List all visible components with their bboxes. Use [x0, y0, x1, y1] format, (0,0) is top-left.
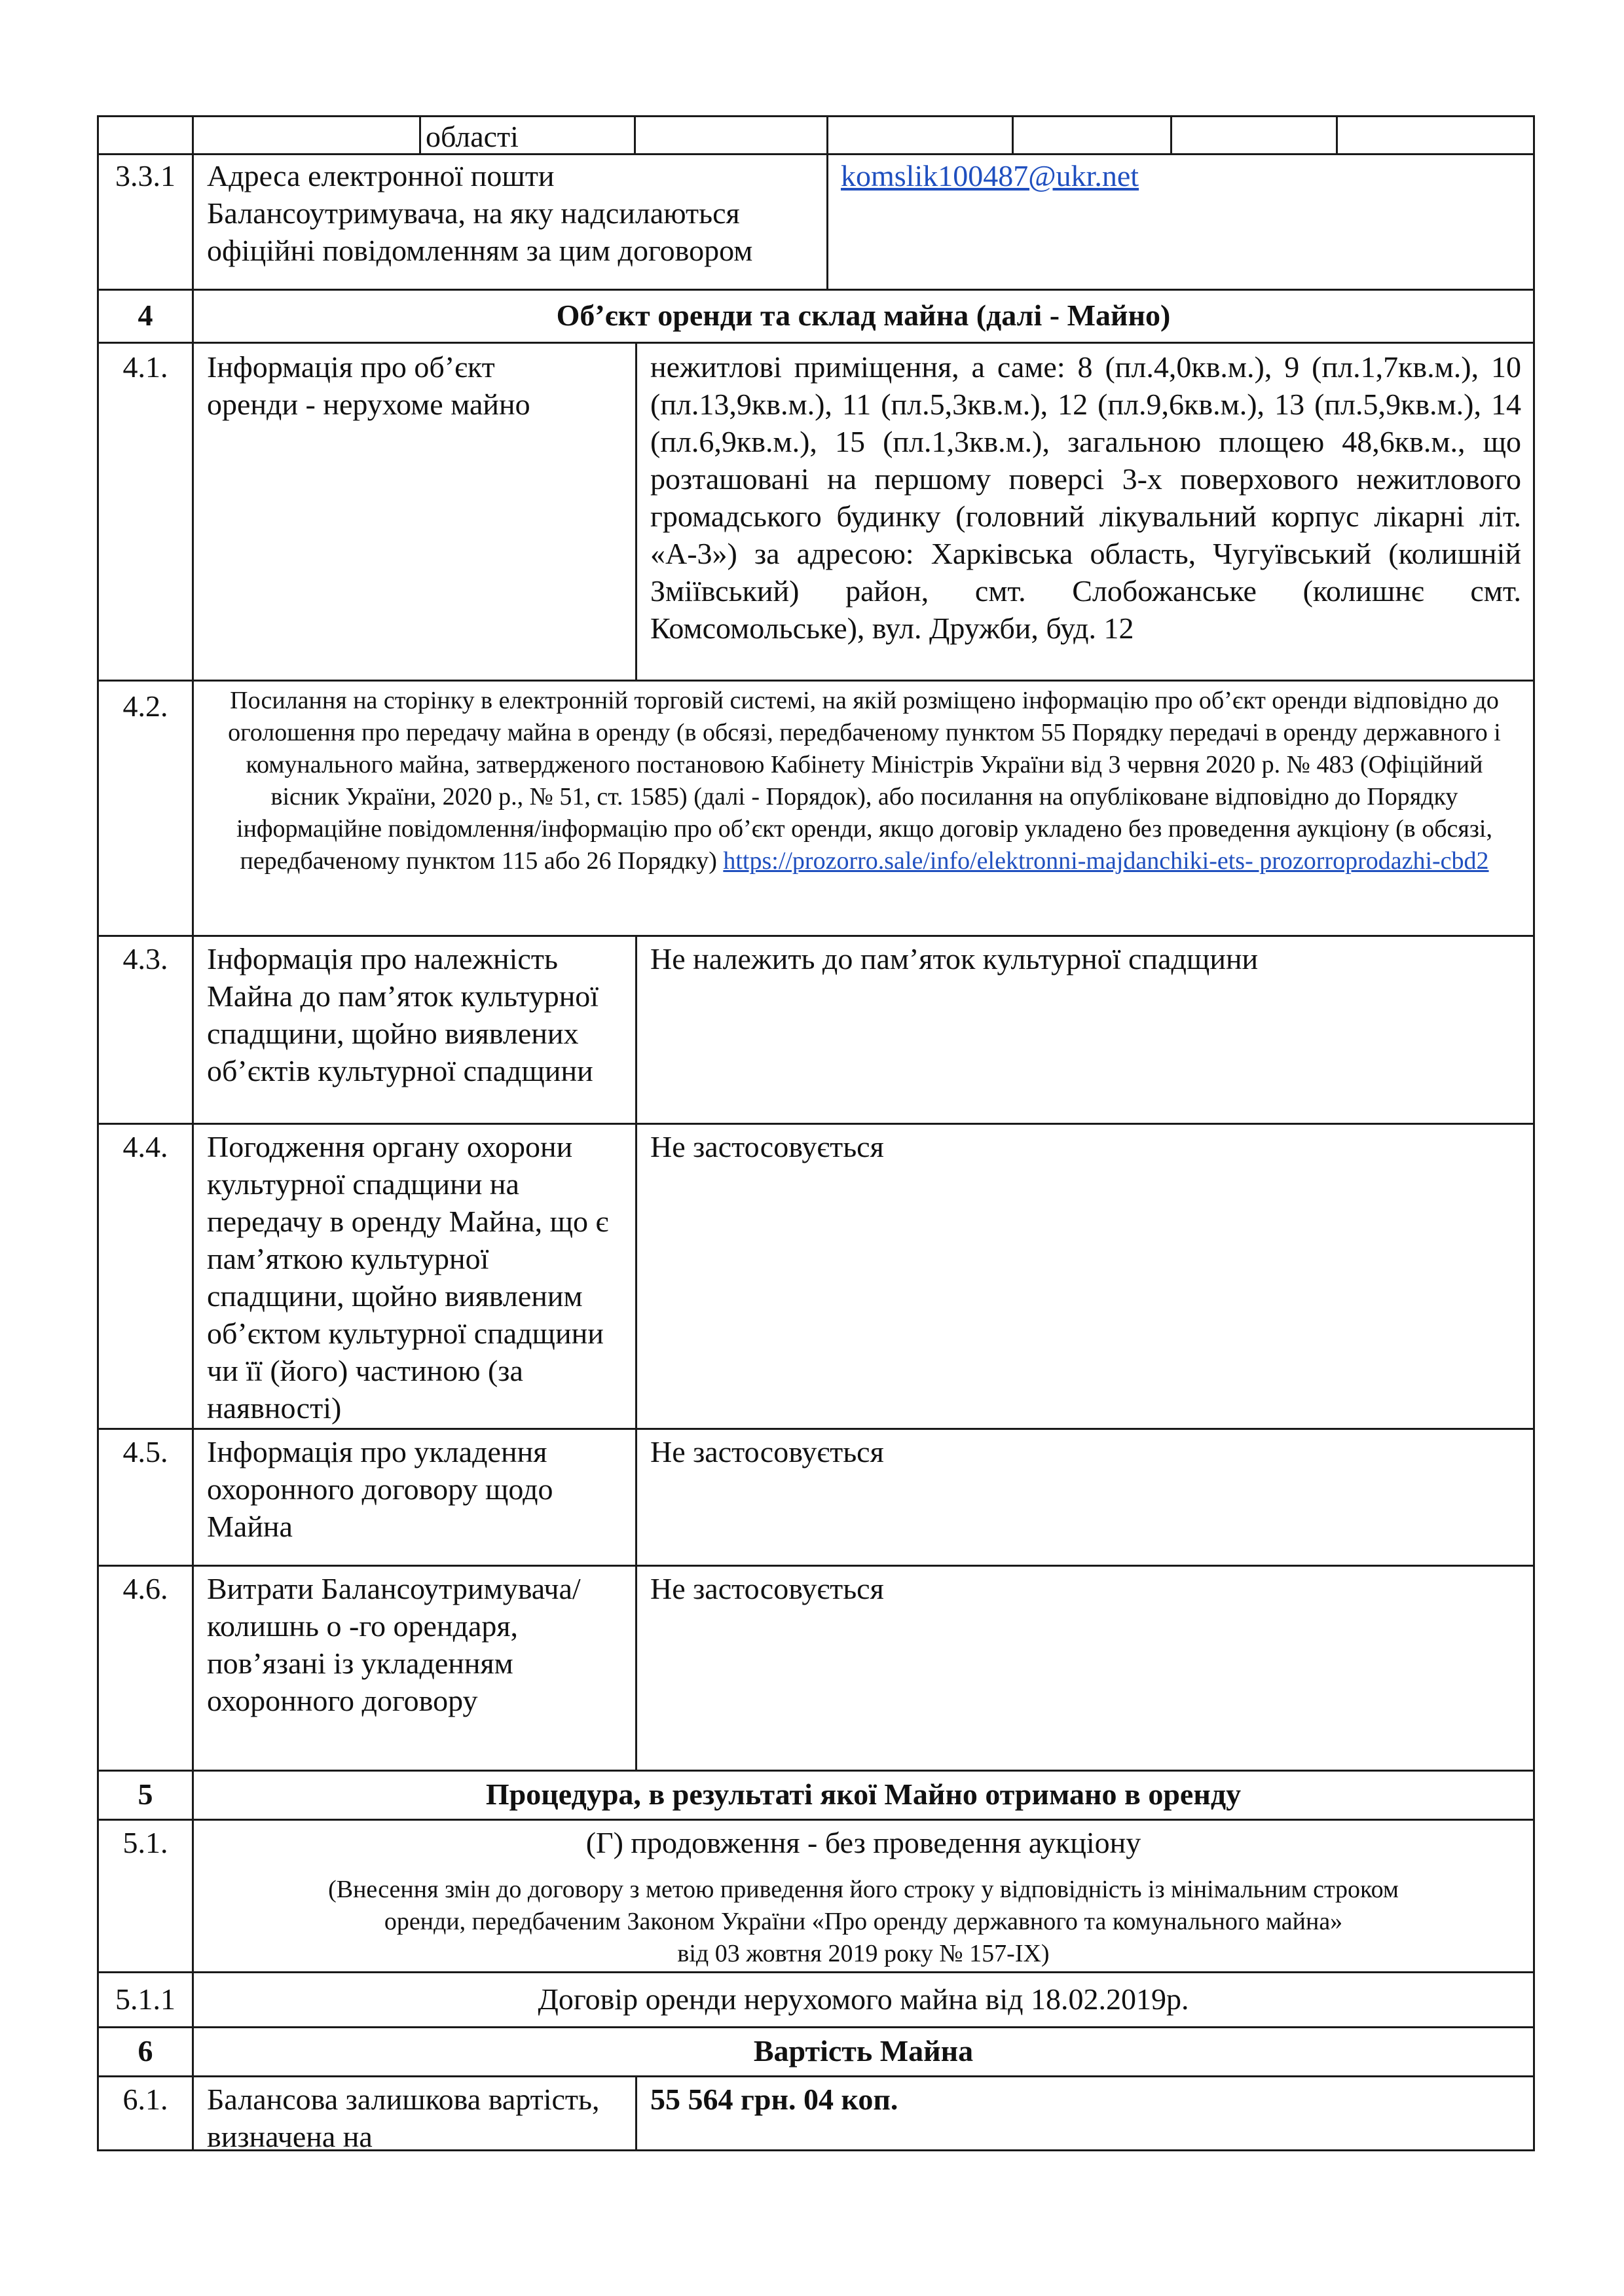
col-border	[1336, 115, 1338, 155]
row-border	[97, 1565, 1535, 1567]
row-border	[97, 1123, 1535, 1125]
region-label: області	[426, 120, 519, 153]
expenses-label: Витрати Балансоутримувача/колишнь о -го орендаря, пов’язані із укладенням охоронного договору	[207, 1572, 581, 1717]
row-number: 4.2.	[122, 689, 168, 723]
section-number: 6	[138, 2034, 153, 2068]
book-value-amount: 55 564 грн. 04 коп.	[650, 2083, 898, 2116]
protection-contract-label: Інформація про укладення охоронного договору щодо Майна	[207, 1435, 553, 1543]
section-title: Об’єкт оренди та склад майна (далі - Майно)	[556, 299, 1171, 332]
email-link-cell	[841, 157, 1522, 194]
col-border	[826, 115, 828, 289]
section-title: Вартість Майна	[753, 2034, 974, 2068]
object-description: нежитлові приміщення, а саме: 8 (пл.4,0кв.м.), 9 (пл.1,7кв.м.), 10 (пл.13,9кв.м.), 11 (пл.5,3кв.м.), 12 (пл.9,6кв.м.), 13 (пл.5,9кв.м.), 14 (пл.6,9кв.м.), 15 (пл.1,3кв.м.), загальною площею 48,6кв.м., що розташовані на першому поверсі 3-х поверхового нежитлового громадського будинку (головний лікувальний корпус лікарні літ. «А-3») за адресою: Харківська область, Чугуївський (колишній Зміївський) район, смт. Слобожанське (колишнє смт. Комсомольське), вул. Дружби, буд. 12	[650, 350, 1521, 645]
heritage-label: Інформація про належність Майна до пам’яток культурної спадщини, щойно виявлених об’єктів культурної спадщини	[207, 942, 599, 1087]
email-link[interactable]: komslik100487@ukr.net	[841, 159, 1139, 192]
section-number: 4	[138, 299, 153, 332]
row-number: 5.1.1	[115, 1982, 175, 2016]
col-border	[635, 342, 637, 681]
heritage-approval-label: Погодження органу охорони культурної спадщини на передачу в оренду Майна, що є пам’яткою культурної спадщини, щойно виявленим об’єктом культурної спадщини чи її (його) частиною (за наявності)	[207, 1130, 609, 1425]
object-label: Інформація про об’єкт оренди - нерухоме майно	[207, 350, 530, 421]
row-number: 5.1.	[122, 1826, 168, 1859]
link-reference-body: Посилання на сторінку в електронній торговій системі, на якій розміщено інформацію про об’єкт оренди відповідно до оголошення про передачу майна в оренду (в обсязі, передбаченому пунктом 55 Порядку передачі в оренду державного і комунального майна, затвердженого постановою Кабінету Міністрів України від 3 червня 2020 р. № 483 (Офіційний вісник України, 2020 р., № 51, ст. 1585) (далі - Порядок), або посилання на опубліковане відповідно до Порядку інформаційне повідомлення/інформацію про об’єкт оренди, якщо договір укладено без проведення аукціону (в обсязі, передбаченому пунктом 115 або 26 Порядку)	[228, 687, 1501, 875]
row-number: 6.1.	[122, 2083, 168, 2116]
col-border	[635, 2075, 637, 2151]
prozorro-link[interactable]: https://prozorro.sale/info/elektronni-majdanchiki-ets- prozorroprodazhi-cbd2	[723, 847, 1489, 875]
row-border	[97, 289, 1535, 291]
heritage-value: Не належить до пам’яток культурної спадщини	[650, 942, 1259, 975]
row-number: 3.3.1	[115, 159, 175, 192]
row-number: 4.6.	[122, 1572, 168, 1605]
row-border	[97, 342, 1535, 344]
section-number: 5	[138, 1777, 153, 1811]
row-number: 4.3.	[122, 942, 168, 975]
col-border	[1012, 115, 1014, 155]
row-border	[97, 1428, 1535, 1430]
protection-contract-value: Не застосовується	[650, 1435, 884, 1468]
row-border	[97, 680, 1535, 682]
row-border	[97, 153, 1535, 155]
row-border	[97, 935, 1535, 937]
row-border	[97, 2026, 1535, 2028]
link-reference-text	[210, 685, 1519, 877]
row-border	[97, 115, 1535, 117]
row-border	[97, 1819, 1535, 1821]
email-label: Адреса електронної пошти Балансоутримувача, на яку надсилаються офіційні повідомленням за цим договором	[207, 159, 753, 267]
row-border	[97, 1770, 1535, 1772]
col-border	[1170, 115, 1172, 155]
procedure-note-line: (Внесення змін до договору з метою приведення його строку у відповідність із мінімальним строком	[328, 1876, 1399, 1903]
row-number: 4.1.	[122, 350, 168, 384]
procedure-note-line: від 03 жовтня 2019 року № 157-IX)	[677, 1940, 1050, 1967]
heritage-approval-value: Не застосовується	[650, 1130, 884, 1163]
procedure-type: (Г) продовження - без проведення аукціону	[585, 1826, 1141, 1859]
section-title: Процедура, в результаті якої Майно отримано в оренду	[485, 1777, 1242, 1811]
row-number: 4.5.	[122, 1435, 168, 1468]
col-border	[635, 935, 637, 1771]
expenses-value: Не застосовується	[650, 1572, 884, 1605]
procedure-note-line: оренди, передбаченим Законом України «Про оренду державного та комунального майна»	[384, 1908, 1343, 1935]
table-right-border	[1533, 115, 1535, 2151]
book-value-label: Балансова залишкова вартість, визначена на	[207, 2083, 600, 2153]
row-border	[97, 1971, 1535, 1973]
col-border	[419, 115, 421, 155]
col-border	[634, 115, 636, 155]
row-border	[97, 2075, 1535, 2077]
lease-contract-reference: Договір оренди нерухомого майна від 18.02.2019р.	[538, 1982, 1189, 2016]
row-number: 4.4.	[122, 1130, 168, 1163]
